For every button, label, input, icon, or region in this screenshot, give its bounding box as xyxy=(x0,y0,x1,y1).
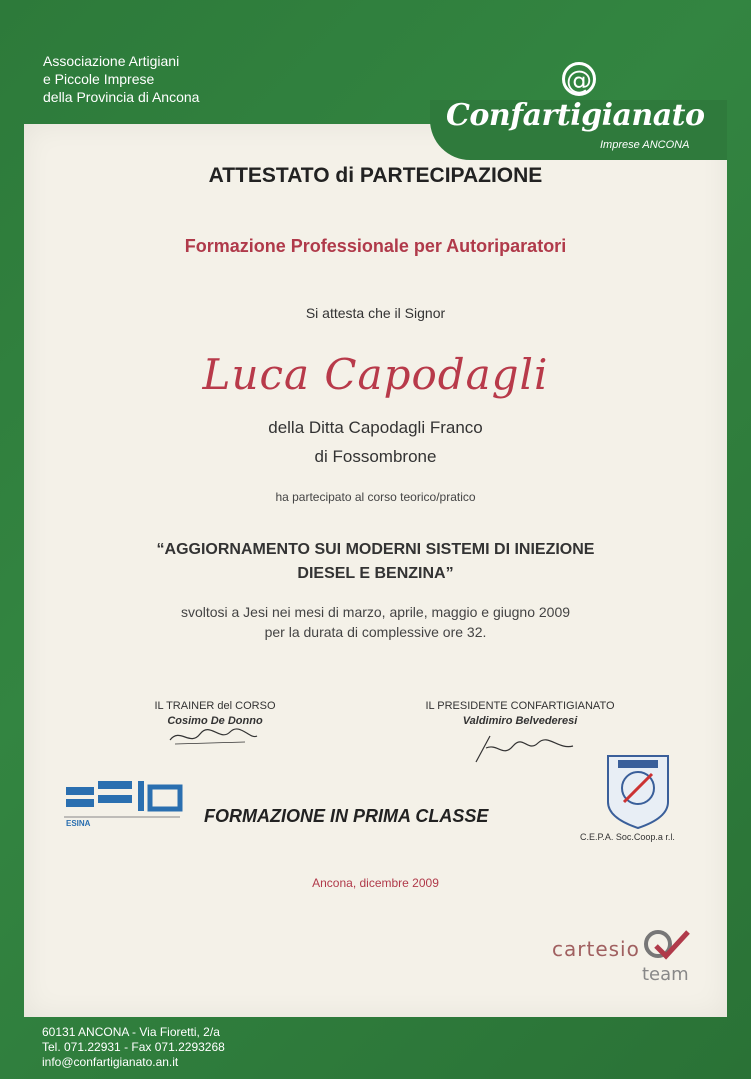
participated-text: ha partecipato al corso teorico/pratico xyxy=(275,490,476,504)
place-text: di Fossombrone xyxy=(314,447,437,466)
team-label: team xyxy=(642,964,689,985)
trainer-signature-icon xyxy=(165,722,260,750)
classe-text: FORMAZIONE IN PRIMA CLASSE xyxy=(204,806,489,826)
association-line-3: della Provincia di Ancona xyxy=(43,89,200,105)
president-signature-block xyxy=(395,700,645,727)
cartesio-check-icon xyxy=(642,928,692,964)
at-logo-icon: @ xyxy=(562,62,596,96)
certificate-title: ATTESTATO di PARTECIPAZIONE xyxy=(208,164,543,187)
president-signature-icon xyxy=(468,728,578,768)
details-line-2: per la durata di complessive ore 32. xyxy=(264,624,487,640)
esa-label: ESINA xyxy=(66,819,91,828)
confartigianato-logo: Confartigianato xyxy=(446,98,705,133)
course-line-2: DIESEL E BENZINA” xyxy=(297,565,454,582)
attesta-text: Si attesta che il Signor xyxy=(305,305,446,321)
association-name xyxy=(43,52,199,106)
company-text: della Ditta Capodagli Franco xyxy=(268,418,483,437)
cartesio-logo: cartesio xyxy=(552,937,640,961)
address-line-3: info@confartigianato.an.it xyxy=(42,1055,179,1069)
details-line-1: svoltosi a Jesi nei mesi di marzo, aprile, maggio e giugno 2009 xyxy=(180,604,571,620)
association-line-2: e Piccole Imprese xyxy=(43,71,155,87)
course-details xyxy=(0,602,751,642)
logo-subtitle: Imprese ANCONA xyxy=(600,139,690,151)
esa-logo-icon xyxy=(60,777,185,837)
trainer-role: IL TRAINER del CORSO xyxy=(154,700,276,712)
course-title xyxy=(0,538,751,586)
issue-date: Ancona, dicembre 2009 xyxy=(312,876,439,890)
course-line-1: “AGGIORNAMENTO SUI MODERNI SISTEMI DI INIEZIONE xyxy=(156,541,595,558)
address-line-1: 60131 ANCONA - Via Fioretti, 2/a xyxy=(42,1025,220,1039)
president-name: Valdimiro Belvederesi xyxy=(462,715,578,727)
certificate-subtitle: Formazione Professionale per Autoriparatori xyxy=(184,236,567,256)
cepa-label: C.E.P.A. Soc.Coop.a r.l. xyxy=(580,832,675,842)
address-block xyxy=(42,1025,225,1070)
address-line-2: Tel. 071.22931 - Fax 071.2293268 xyxy=(42,1040,225,1054)
president-role: IL PRESIDENTE CONFARTIGIANATO xyxy=(425,700,615,712)
recipient-name: Luca Capodagli xyxy=(202,350,549,399)
cepa-shield-icon xyxy=(604,752,672,830)
association-line-1: Associazione Artigiani xyxy=(43,53,180,69)
trainer-name: Cosimo De Donno xyxy=(167,715,263,727)
